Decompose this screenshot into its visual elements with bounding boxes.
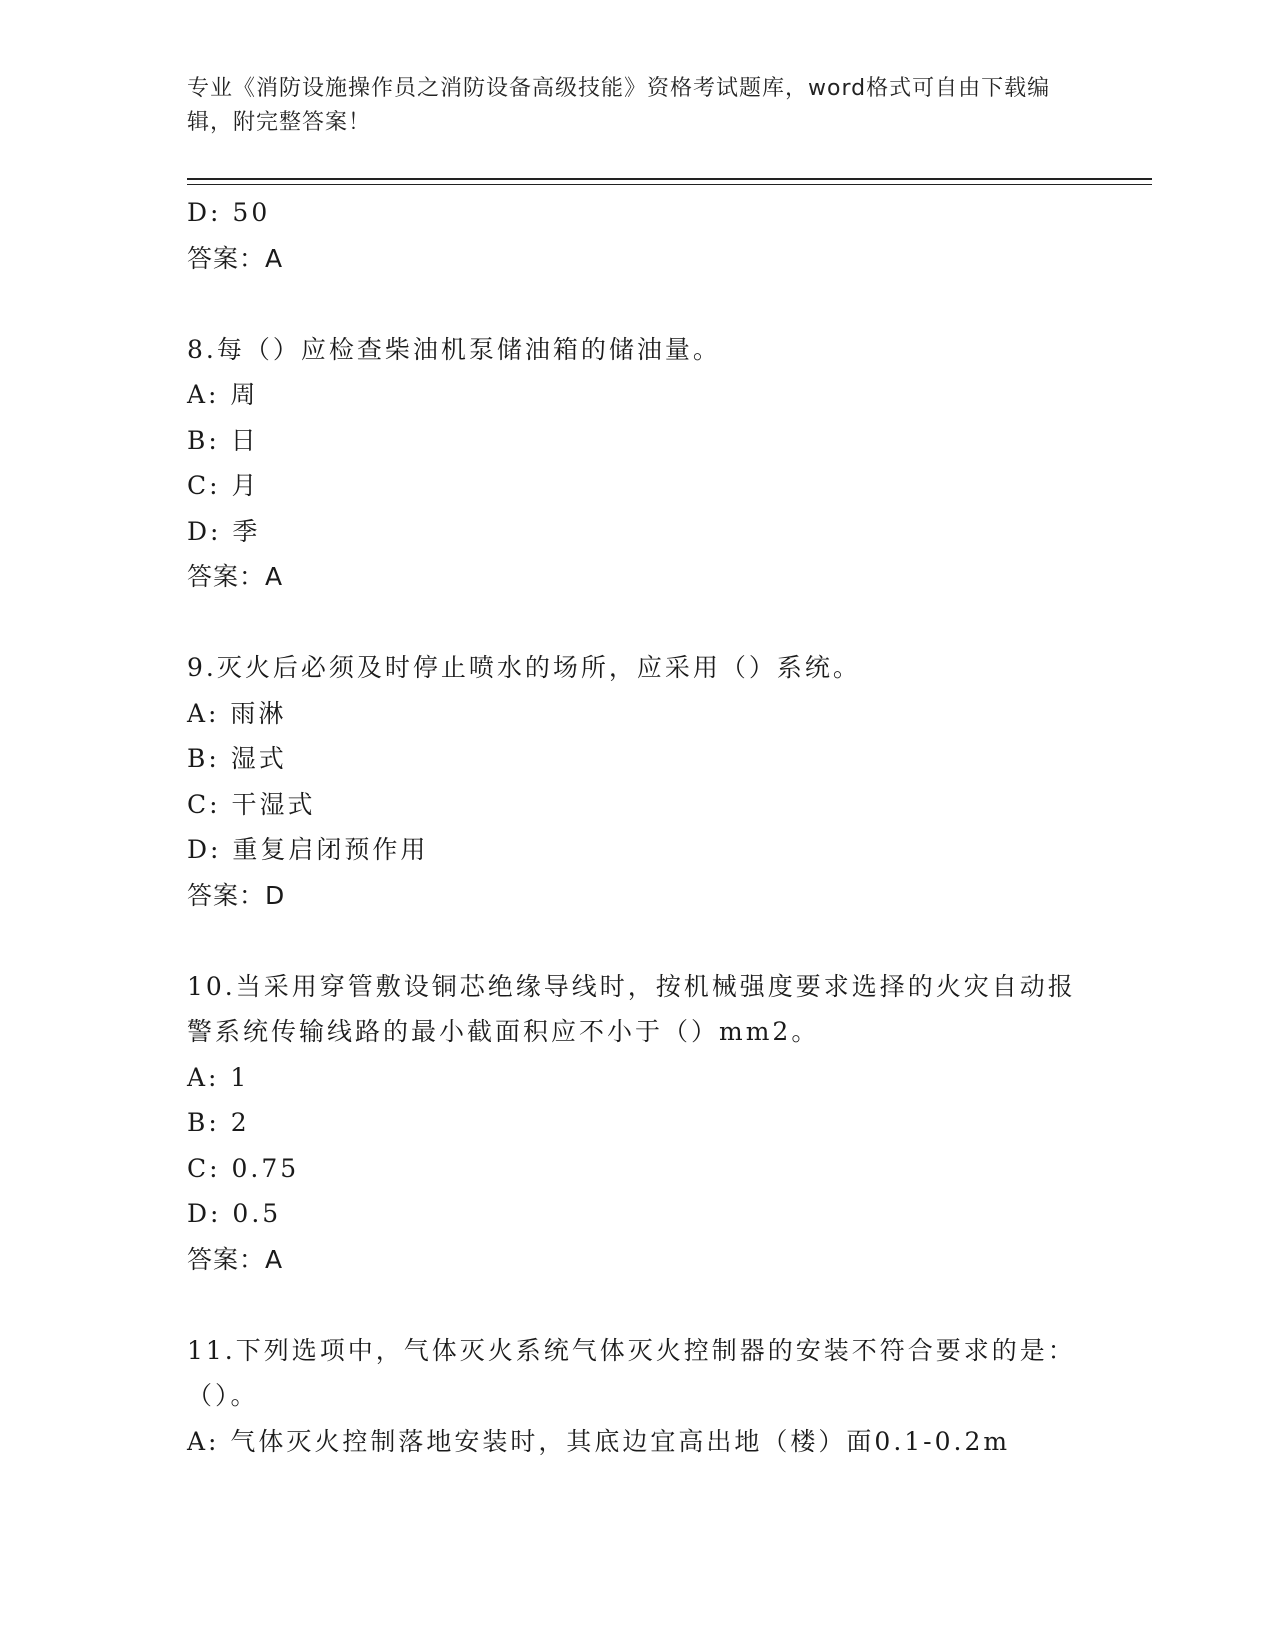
option-d: D: 季 xyxy=(187,516,261,546)
answer: 答案：A xyxy=(187,1244,284,1274)
spacer xyxy=(187,600,1087,646)
option-a: A: 雨淋 xyxy=(187,698,287,728)
spacer xyxy=(187,1282,1087,1328)
option-a: A: 气体灭火控制落地安装时，其底边宜高出地（楼）面0.1-0.2m xyxy=(187,1426,1011,1456)
question-text: 8.每（）应检查柴油机泵储油箱的储油量。 xyxy=(187,334,721,364)
option-c: C: 0.75 xyxy=(187,1153,300,1183)
option-d: D: 重复启闭预作用 xyxy=(187,835,429,864)
question-10 xyxy=(187,964,1087,1283)
question-9 xyxy=(187,645,1087,918)
option-b: B: 湿式 xyxy=(187,744,287,773)
option-c: C: 月 xyxy=(187,471,260,500)
option-b: B: 日 xyxy=(187,425,259,455)
question-text: 9.灭火后必须及时停止喷水的场所，应采用（）系统。 xyxy=(187,653,861,682)
option-c: C: 干湿式 xyxy=(187,789,316,819)
option-a: A: 周 xyxy=(187,380,259,409)
question-text: 10.当采用穿管敷设铜芯绝缘导线时，按机械强度要求选择的火灾自动报警系统传输线路的最小截面积应不小于（）mm2。 xyxy=(187,971,1076,1046)
question-text: 11.下列选项中，气体灭火系统气体灭火控制器的安装不符合要求的是：（）。 xyxy=(187,1335,1076,1410)
spacer xyxy=(187,281,1087,327)
option-d: D: 0.5 xyxy=(187,1199,282,1228)
question-8 xyxy=(187,327,1087,600)
answer: 答案：D xyxy=(187,880,286,910)
header-rule-thick xyxy=(187,178,1152,180)
question-11 xyxy=(187,1328,1087,1465)
option-b: B: 2 xyxy=(187,1108,250,1137)
question-content xyxy=(187,190,1087,1464)
answer: 答案：A xyxy=(187,243,284,273)
option-a: A: 1 xyxy=(187,1062,250,1092)
spacer xyxy=(187,918,1087,964)
option-d: D: 50 xyxy=(187,198,271,227)
page-header: 专业《消防设施操作员之消防设备高级技能》资格考试题库，word格式可自由下载编辑，附完整答案！ xyxy=(187,76,1051,135)
header-rule-thin xyxy=(187,184,1152,185)
answer: 答案：A xyxy=(187,562,284,591)
